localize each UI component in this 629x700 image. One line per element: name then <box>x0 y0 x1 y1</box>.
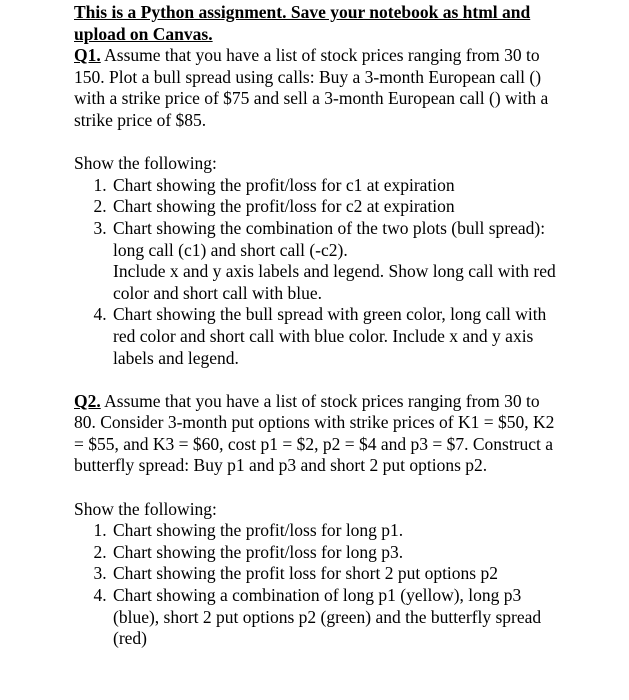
q2-label: Q2. <box>74 390 101 411</box>
q1-text: Assume that you have a list of stock prices ranging from 30 to 150. Plot a bull spread using calls: Buy a 3-month European call () with a strike price of $75 and sell a 3-month European call () with a strike price of $85. <box>74 45 549 130</box>
q1-task-item <box>111 196 564 218</box>
spacer <box>74 132 564 154</box>
q2-task-list <box>74 520 564 650</box>
q2-task-item <box>111 542 564 564</box>
q1-task-item <box>111 218 564 304</box>
q2-show-heading: Show the following: <box>74 498 217 519</box>
q1-task-text: Chart showing the bull spread with green color, long call with red color and short call with blue color. Include x and y axis labels and legend. <box>113 304 547 368</box>
q1-task-extra-text: Include x and y axis labels and legend. Show long call with red color and short call with blue. <box>113 261 556 303</box>
q1-show-heading: Show the following: <box>74 153 217 174</box>
q1-task-item <box>111 304 564 369</box>
q2-task-text: Chart showing a combination of long p1 (yellow), long p3 (blue), short 2 put options p2 (green) and the butterfly spread (red) <box>113 585 542 649</box>
q2-task-text: Chart showing the profit/loss for long p1. <box>113 520 404 541</box>
q2-paragraph <box>74 391 564 477</box>
assignment-document <box>74 2 564 650</box>
q2-task-item <box>111 520 564 542</box>
q1-label: Q1. <box>74 45 101 66</box>
q1-task-text: Chart showing the combination of the two plots (bull spread): long call (c1) and short call (-c2). <box>113 217 546 260</box>
spacer <box>74 369 564 391</box>
q1-task-text: Chart showing the profit/loss for c2 at expiration <box>113 196 455 217</box>
q1-task-list <box>74 175 564 369</box>
spacer <box>74 477 564 499</box>
q2-task-text: Chart showing the profit loss for short 2 put options p2 <box>113 563 498 584</box>
q1-task-item <box>111 175 564 197</box>
q2-task-item <box>111 585 564 650</box>
q2-task-text: Chart showing the profit/loss for long p3. <box>113 541 404 562</box>
q1-paragraph <box>74 45 564 131</box>
assignment-title: This is a Python assignment. Save your notebook as html and upload on Canvas. <box>74 2 531 44</box>
q2-task-item <box>111 563 564 585</box>
q2-text: Assume that you have a list of stock prices ranging from 30 to 80. Consider 3-month put options with strike prices of K1 = $50, K2 = $55, and K3 = $60, cost p1 = $2, p2 = $4 and p3 = $7. Construct a butterfly spread: Buy p1 and p3 and short 2 put options p2. <box>74 390 555 476</box>
q1-task-text: Chart showing the profit/loss for c1 at expiration <box>113 174 455 195</box>
